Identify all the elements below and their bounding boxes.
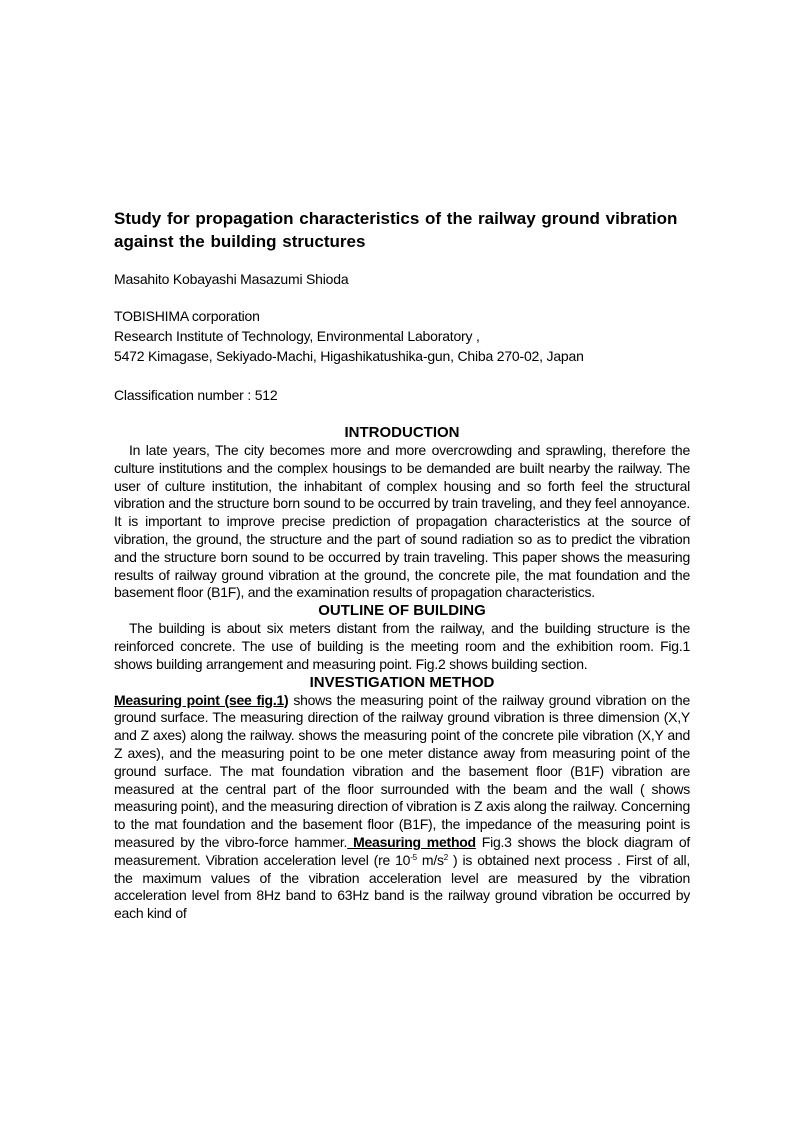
affiliation-block — [114, 306, 690, 366]
affiliation-company: TOBISHIMA corporation — [114, 308, 260, 324]
measuring-method-continuation: ) is obtained next process . First of all, the maximum values of the vibration acceleration level are measured by the vibration acceleration level from 8Hz band to 63Hz band is the railway ground vibration be occurred by each kind of — [114, 851, 690, 922]
section-heading-introduction: INTRODUCTION — [344, 424, 460, 441]
method-paragraph — [114, 692, 690, 923]
outline-paragraph: The building is about six meters distant from the railway, and the building structure is the reinforced concrete. The use of building is the meeting room and the exhibition room. Fig.1 shows building arrangement and measuring point. Fig.2 shows building section. — [114, 620, 690, 672]
classification-number: Classification number : 512 — [114, 387, 278, 403]
author-list: Masahito Kobayashi Masazumi Shioda — [114, 271, 349, 287]
unit-text: m/s — [416, 851, 444, 868]
introduction-paragraph: In late years, The city becomes more and more overcrowding and sprawling, therefore the culture institutions and the complex housings to be demanded are built nearby the railway. The user of culture institution, the inhabitant of complex housing and so forth feel the structural vibration and the structure born sound to be occurred by train traveling, and they feel annoyance. It is important to improve precise prediction of propagation characteristics at the source of vibration, the ground, the structure and the part of sound radiation so as to predict the vibration and the structure born sound to be occurred by train traveling. This paper shows the measuring results of railway ground vibration at the ground, the concrete pile, the mat foundation and the basement floor (B1F), and the examination results of propagation characteristics. — [114, 442, 690, 601]
exponent-minus-five: -5 — [410, 852, 417, 862]
measuring-method-text: Fig.3 shows the block diagram of measurement. Vibration acceleration level (re 10 — [114, 833, 690, 868]
affiliation-address: 5472 Kimagase, Sekiyado-Machi, Higashikatushika-gun, Chiba 270-02, Japan — [114, 348, 584, 364]
paper-title: Study for propagation characteristics of the railway ground vibration against the building structures — [114, 209, 678, 251]
measuring-point-text: shows the measuring point of the railway ground vibration on the ground surface. The measuring direction of the railway ground vibration is three dimension (X,Y and Z axes) along the railway. shows the measuring point of the concrete pile vibration (X,Y and Z axes), and the measuring point to be one meter distance away from measuring point of the ground surface. The mat foundation vibration and the basement floor (B1F) vibration are measured at the central part of the floor surrounded with the beam and the wall ( shows measuring point), and the measuring direction of vibration is Z axis along the railway. Concerning to the mat foundation and the basement floor (B1F), the impedance of the measuring point is measured by the vibro-force hammer. — [114, 691, 690, 850]
affiliation-institute: Research Institute of Technology, Environmental Laboratory , — [114, 328, 480, 344]
exponent-two: 2 — [443, 852, 448, 862]
measuring-point-label: Measuring point (see fig.1) — [114, 691, 289, 708]
section-heading-outline: OUTLINE OF BUILDING — [318, 602, 486, 620]
section-heading-method: INVESTIGATION METHOD — [309, 673, 495, 691]
measuring-method-label: Measuring method — [347, 833, 476, 850]
paper-body — [114, 424, 690, 923]
